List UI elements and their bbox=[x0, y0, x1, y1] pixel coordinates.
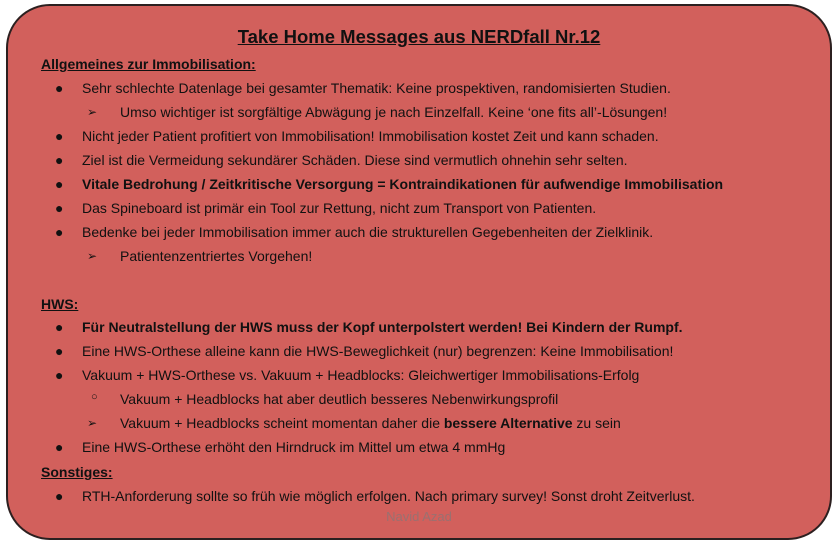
list-item: Ziel ist die Vermeidung sekundärer Schäden. Diese sind vermutlich ohnehin sehr selten. bbox=[82, 152, 628, 168]
list-item: Das Spineboard ist primär ein Tool zur Rettung, nicht zum Transport von Patienten. bbox=[82, 200, 597, 216]
bullet-dot: ● bbox=[55, 128, 64, 144]
bullet-dot: ● bbox=[55, 439, 64, 455]
author-footer: Navid Azad bbox=[386, 509, 452, 524]
list-item: Sehr schlechte Datenlage bei gesamter Thematik: Keine prospektiven, randomisierten Studien. bbox=[82, 80, 671, 96]
circle-bullet-icon: ○ bbox=[91, 391, 98, 403]
bullet-dot: ● bbox=[55, 176, 64, 192]
bullet-dot: ● bbox=[55, 367, 64, 383]
bullet-dot: ● bbox=[55, 224, 64, 240]
list-item: Umso wichtiger ist sorgfältige Abwägung je nach Einzelfall. Keine ‘one fits all’-Lösungen! bbox=[120, 104, 668, 120]
list-item-text: zu sein bbox=[572, 415, 621, 431]
list-item: Nicht jeder Patient profitiert von Immobilisation! Immobilisation kostet Zeit und kann schaden. bbox=[82, 128, 659, 144]
list-item-mixed bbox=[120, 415, 621, 431]
list-item: Für Neutralstellung der HWS muss der Kopf unterpolstert werden! Bei Kindern der Rumpf. bbox=[82, 319, 683, 335]
list-item: Vakuum + HWS-Orthese vs. Vakuum + Headblocks: Gleichwertiger Immobilisations-Erfolg bbox=[82, 367, 640, 383]
arrow-icon: ➢ bbox=[87, 249, 98, 263]
list-item: Patientenzentriertes Vorgehen! bbox=[120, 248, 313, 264]
list-item: Bedenke bei jeder Immobilisation immer auch die strukturellen Gegebenheiten der Zielklinik. bbox=[82, 224, 654, 240]
section-heading-hws: HWS: bbox=[41, 296, 79, 312]
list-item: Eine HWS-Orthese erhöht den Hirndruck im Mittel um etwa 4 mmHg bbox=[82, 439, 506, 455]
list-item: Vitale Bedrohung / Zeitkritische Versorgung = Kontraindikationen für aufwendige Immobilisation bbox=[82, 176, 724, 192]
bullet-dot: ● bbox=[55, 200, 64, 216]
list-item: RTH-Anforderung sollte so früh wie möglich erfolgen. Nach primary survey! Sonst droht Zeitverlust. bbox=[82, 488, 695, 504]
section-heading-sonstiges: Sonstiges: bbox=[41, 464, 113, 480]
bullet-dot: ● bbox=[55, 343, 64, 359]
list-item: Eine HWS-Orthese alleine kann die HWS-Beweglichkeit (nur) begrenzen: Keine Immobilisation! bbox=[82, 343, 674, 359]
list-item-text: Vakuum + Headblocks scheint momentan daher die bbox=[120, 415, 444, 431]
page-title: Take Home Messages aus NERDfall Nr.12 bbox=[237, 26, 601, 47]
bullet-dot: ● bbox=[55, 80, 64, 96]
message-card bbox=[6, 4, 832, 540]
arrow-icon: ➢ bbox=[87, 105, 98, 119]
bullet-dot: ● bbox=[55, 319, 64, 335]
bullet-dot: ● bbox=[55, 152, 64, 168]
arrow-icon: ➢ bbox=[87, 416, 98, 430]
list-item: Vakuum + Headblocks hat aber deutlich besseres Nebenwirkungsprofil bbox=[120, 391, 559, 407]
bullet-dot: ● bbox=[55, 488, 64, 504]
section-heading-allgemeines: Allgemeines zur Immobilisation: bbox=[41, 56, 256, 72]
list-item-emphasis: bessere Alternative bbox=[443, 415, 573, 431]
